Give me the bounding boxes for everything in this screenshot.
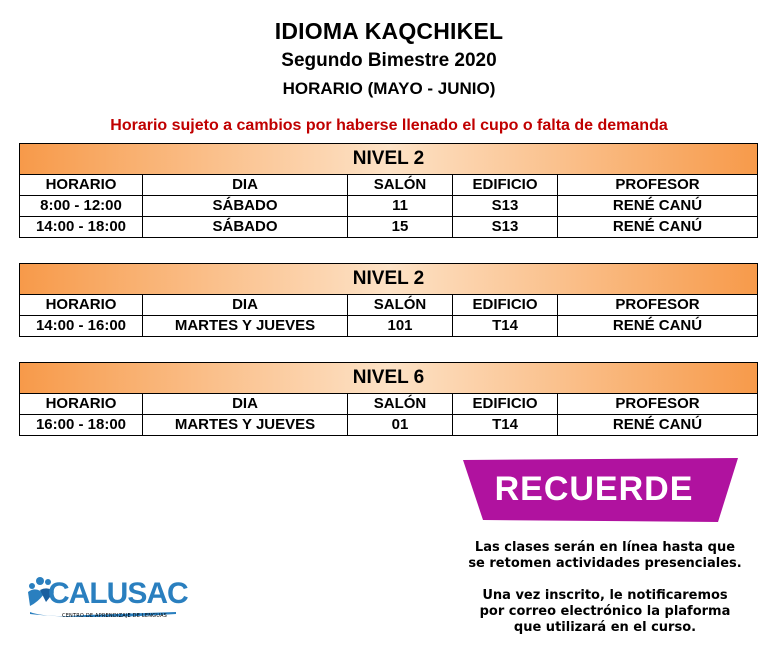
page-title: IDIOMA KAQCHIKEL	[274, 18, 504, 44]
column-header-horario: HORARIO	[20, 295, 143, 316]
column-header-salon: SALÓN	[348, 394, 453, 415]
column-header-edificio: EDIFICIO	[453, 394, 558, 415]
column-header-edificio: EDIFICIO	[453, 295, 558, 316]
column-header-salon: SALÓN	[348, 295, 453, 316]
cell-horario: 8:00 - 12:00	[20, 196, 143, 217]
cell-dia: SÁBADO	[143, 217, 348, 238]
column-header-dia: DIA	[143, 295, 348, 316]
reminder-title: RECUERDE	[494, 470, 694, 508]
cell-profesor: RENÉ CANÚ	[558, 196, 758, 217]
column-header-row	[20, 295, 758, 316]
column-header-profesor: PROFESOR	[558, 394, 758, 415]
column-header-dia: DIA	[143, 175, 348, 196]
column-header-row	[20, 394, 758, 415]
level-heading: NIVEL 6	[20, 363, 758, 394]
cell-edificio: S13	[453, 196, 558, 217]
cell-edificio: S13	[453, 217, 558, 238]
schedule-notice: Horario sujeto a cambios por haberse llenado el cupo o falta de demanda	[110, 117, 668, 134]
cell-salon: 15	[348, 217, 453, 238]
cell-edificio: T14	[453, 316, 558, 337]
cell-salon: 101	[348, 316, 453, 337]
cell-dia: SÁBADO	[143, 196, 348, 217]
cell-salon: 01	[348, 415, 453, 436]
reminder-note-notification: Una vez inscrito, le notificaremos por correo electrónico la plaforma que utilizará en el curso.	[479, 588, 731, 635]
cell-dia: MARTES Y JUEVES	[143, 415, 348, 436]
cell-profesor: RENÉ CANÚ	[558, 316, 758, 337]
level-heading: NIVEL 2	[20, 144, 758, 175]
schedule-table-1	[19, 143, 758, 238]
table-row	[20, 196, 758, 217]
page-subtitle: Segundo Bimestre 2020	[281, 50, 497, 71]
reminder-note-online: Las clases serán en línea hasta que se retomen actividades presenciales.	[468, 540, 742, 571]
calusac-logo-name: CALUSAC	[48, 577, 188, 610]
cell-edificio: T14	[453, 415, 558, 436]
level-heading: NIVEL 2	[20, 264, 758, 295]
table-row	[20, 316, 758, 337]
cell-horario: 16:00 - 18:00	[20, 415, 143, 436]
column-header-profesor: PROFESOR	[558, 295, 758, 316]
column-header-profesor: PROFESOR	[558, 175, 758, 196]
column-header-horario: HORARIO	[20, 394, 143, 415]
cell-profesor: RENÉ CANÚ	[558, 217, 758, 238]
cell-dia: MARTES Y JUEVES	[143, 316, 348, 337]
calusac-logo-tagline: CENTRO DE APRENDIZAJE DE LENGUAS	[62, 613, 168, 619]
cell-horario: 14:00 - 16:00	[20, 316, 143, 337]
table-row	[20, 415, 758, 436]
column-header-salon: SALÓN	[348, 175, 453, 196]
column-header-row	[20, 175, 758, 196]
column-header-edificio: EDIFICIO	[453, 175, 558, 196]
column-header-horario: HORARIO	[20, 175, 143, 196]
column-header-dia: DIA	[143, 394, 348, 415]
schedule-period: HORARIO (MAYO - JUNIO)	[282, 79, 496, 98]
table-row	[20, 217, 758, 238]
cell-profesor: RENÉ CANÚ	[558, 415, 758, 436]
schedule-table-2	[19, 263, 758, 337]
cell-horario: 14:00 - 18:00	[20, 217, 143, 238]
cell-salon: 11	[348, 196, 453, 217]
schedule-table-3	[19, 362, 758, 436]
